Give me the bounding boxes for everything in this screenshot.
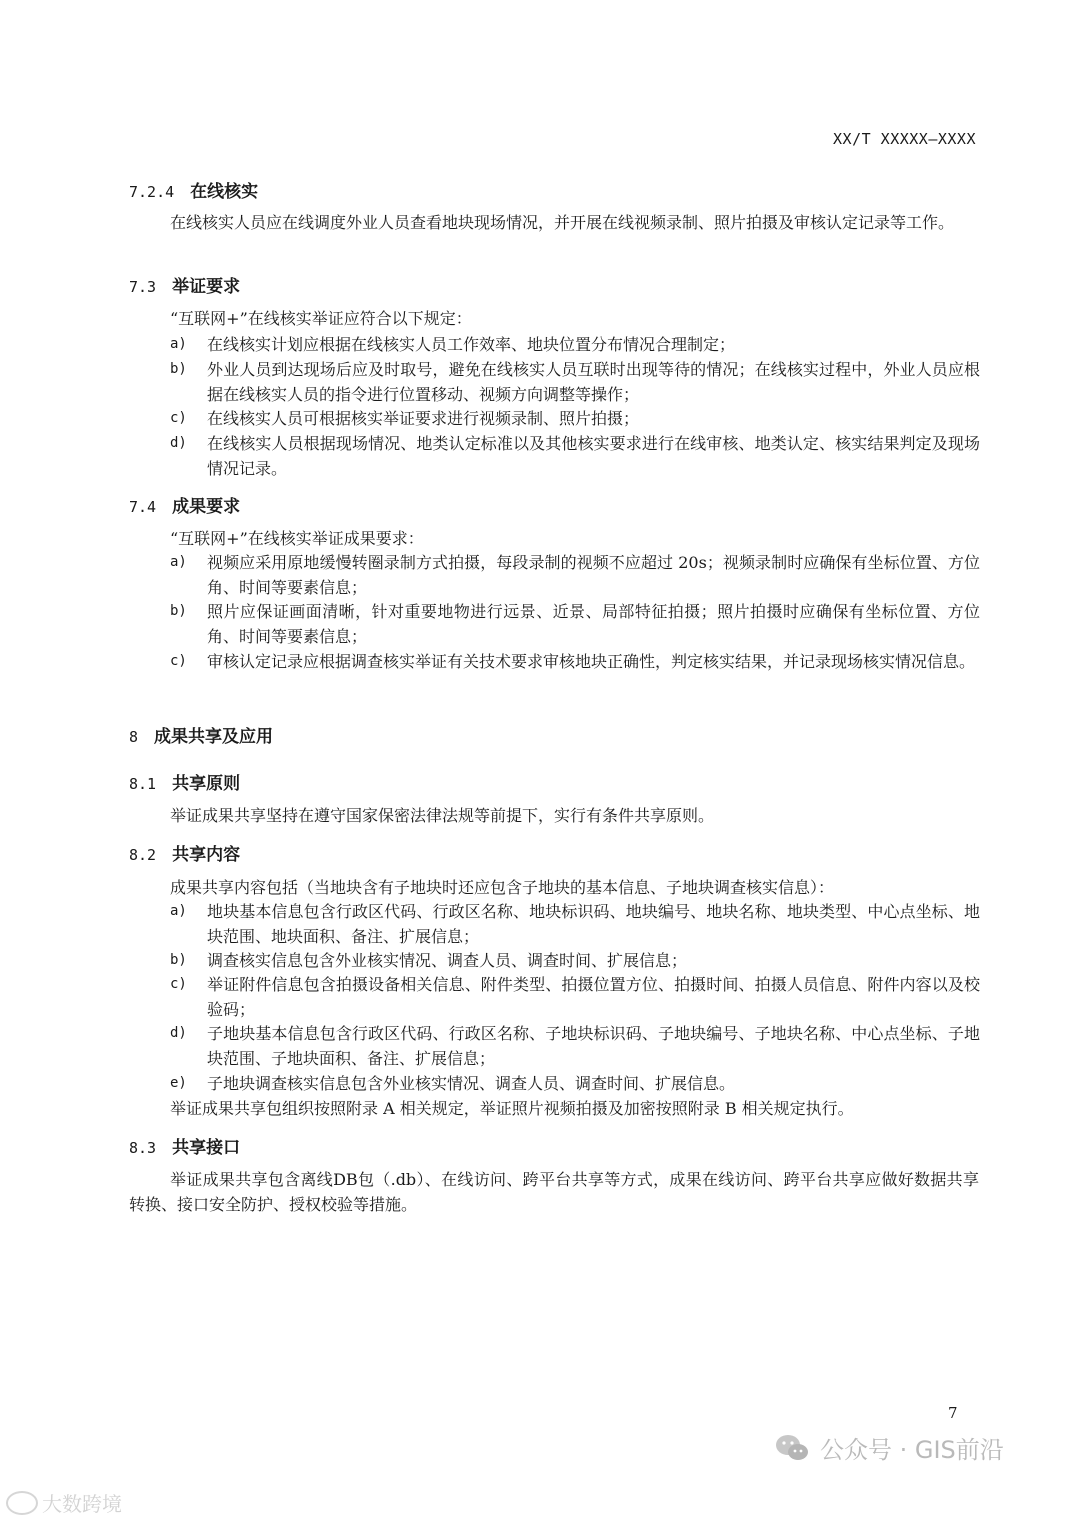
- list-text: 视频应采用原地缓慢转圈录制方式拍摄，每段录制的视频不应超过 20s；视频录制时应确保有坐标位置、方位角、时间等要素信息；: [207, 553, 980, 597]
- list-label: b): [170, 603, 187, 619]
- section-7-3-intro: “互联网+”在线核实举证应符合以下规定：: [170, 309, 472, 328]
- section-title: 成果要求: [172, 497, 241, 517]
- section-7-4-heading: [129, 492, 240, 517]
- logo-icon: [6, 1491, 38, 1515]
- list-label: b): [170, 361, 187, 377]
- section-title: 在线核实: [190, 182, 259, 202]
- section-number: 8.3: [129, 1139, 157, 1157]
- section-8-heading: [129, 722, 273, 747]
- standard-code: XX/T XXXXX—XXXX: [833, 130, 976, 148]
- list-label: d): [170, 435, 187, 451]
- list-item: [170, 550, 980, 600]
- section-8-1-paragraph: 举证成果共享坚持在遵守国家保密法律法规等前提下，实行有条件共享原则。: [170, 806, 715, 825]
- list-label: b): [170, 952, 187, 968]
- section-title: 成果共享及应用: [154, 727, 274, 747]
- list-text: 在线核实人员根据现场情况、地类认定标准以及其他核实要求进行在线审核、地类认定、核实结果判定及现场情况记录。: [207, 434, 980, 478]
- list-text: 在线核实计划应根据在线核实人员工作效率、地块位置分布情况合理制定；: [207, 335, 736, 354]
- list-text: 外业人员到达现场后应及时取号，避免在线核实人员互联时出现等待的情况；在线核实过程中，外业人员应根据在线核实人员的指令进行位置移动、视频方向调整等操作；: [207, 360, 980, 404]
- wechat-watermark: [774, 1430, 1004, 1465]
- list-text: 地块基本信息包含行政区代码、行政区名称、地块标识码、地块编号、地块名称、地块类型、中心点坐标、地块范围、地块面积、备注、扩展信息；: [207, 902, 980, 946]
- list-item: [170, 649, 980, 674]
- section-7-2-4-paragraph: 在线核实人员应在线调度外业人员查看地块现场情况，并开展在线视频录制、照片拍摄及审核认定记录等工作。: [170, 213, 955, 232]
- section-title: 共享原则: [172, 774, 241, 794]
- list-text: 子地块调查核实信息包含外业核实情况、调查人员、调查时间、扩展信息。: [207, 1074, 736, 1093]
- list-item: [170, 599, 980, 649]
- section-title: 共享接口: [172, 1138, 241, 1158]
- list-label: d): [170, 1025, 187, 1041]
- section-number: 8.1: [129, 775, 157, 793]
- page-number: 7: [948, 1404, 958, 1422]
- watermark-text: 大数跨境: [42, 1492, 122, 1516]
- section-7-2-4-heading: [129, 177, 258, 202]
- list-item: [170, 899, 980, 949]
- list-label: e): [170, 1075, 187, 1091]
- section-7-3-heading: [129, 272, 240, 297]
- list-item: [170, 431, 980, 481]
- list-item: [170, 357, 980, 407]
- section-8-2-outro: 举证成果共享包组织按照附录 A 相关规定，举证照片视频拍摄及加密按照附录 B 相关规定执行。: [170, 1099, 854, 1118]
- list-text: 举证附件信息包含拍摄设备相关信息、附件类型、拍摄位置方位、拍摄时间、拍摄人员信息、附件内容以及校验码；: [207, 975, 980, 1019]
- list-label: a): [170, 336, 187, 352]
- section-number: 8.2: [129, 846, 157, 864]
- section-8-2-heading: [129, 840, 240, 865]
- section-8-2-intro: 成果共享内容包括（当地块含有子地块时还应包含子地块的基本信息、子地块调查核实信息）：: [170, 878, 835, 897]
- section-title: 举证要求: [172, 277, 241, 297]
- list-item: [170, 1021, 980, 1071]
- list-item: [170, 948, 980, 973]
- list-label: c): [170, 976, 187, 992]
- section-8-3-paragraph: 举证成果共享包含离线DB包（.db）、在线访问、跨平台共享等方式，成果在线访问、跨平台共享应做好数据共享转换、接口安全防护、授权校验等措施。: [129, 1170, 979, 1214]
- list-text: 调查核实信息包含外业核实情况、调查人员、调查时间、扩展信息；: [207, 951, 688, 970]
- list-text: 照片应保证画面清晰，针对重要地物进行远景、近景、局部特征拍摄；照片拍摄时应确保有坐标位置、方位角、时间等要素信息；: [207, 602, 980, 646]
- wechat-icon: [774, 1433, 810, 1463]
- list-text: 子地块基本信息包含行政区代码、行政区名称、子地块标识码、子地块编号、子地块名称、中心点坐标、子地块范围、子地块面积、备注、扩展信息；: [207, 1024, 980, 1068]
- section-number: 8: [129, 728, 139, 746]
- list-label: c): [170, 410, 187, 426]
- section-number: 7.3: [129, 278, 157, 296]
- list-item: [170, 332, 980, 357]
- section-8-3-heading: [129, 1133, 240, 1158]
- section-title: 共享内容: [172, 845, 241, 865]
- list-item: [170, 1071, 980, 1096]
- list-text: 在线核实人员可根据核实举证要求进行视频录制、照片拍摄；: [207, 409, 640, 428]
- section-number: 7.4: [129, 498, 157, 516]
- corner-watermark: [6, 1488, 122, 1517]
- list-text: 审核认定记录应根据调查核实举证有关技术要求审核地块正确性，判定核实结果，并记录现场核实情况信息。: [207, 652, 976, 671]
- list-label: a): [170, 554, 187, 570]
- watermark-text: 公众号 · GIS前沿: [820, 1436, 1004, 1464]
- list-item: [170, 972, 980, 1022]
- list-label: c): [170, 653, 187, 669]
- list-label: a): [170, 903, 187, 919]
- section-7-4-intro: “互联网+”在线核实举证成果要求：: [170, 529, 424, 548]
- list-item: [170, 406, 980, 431]
- section-8-1-heading: [129, 769, 240, 794]
- section-number: 7.2.4: [129, 183, 175, 201]
